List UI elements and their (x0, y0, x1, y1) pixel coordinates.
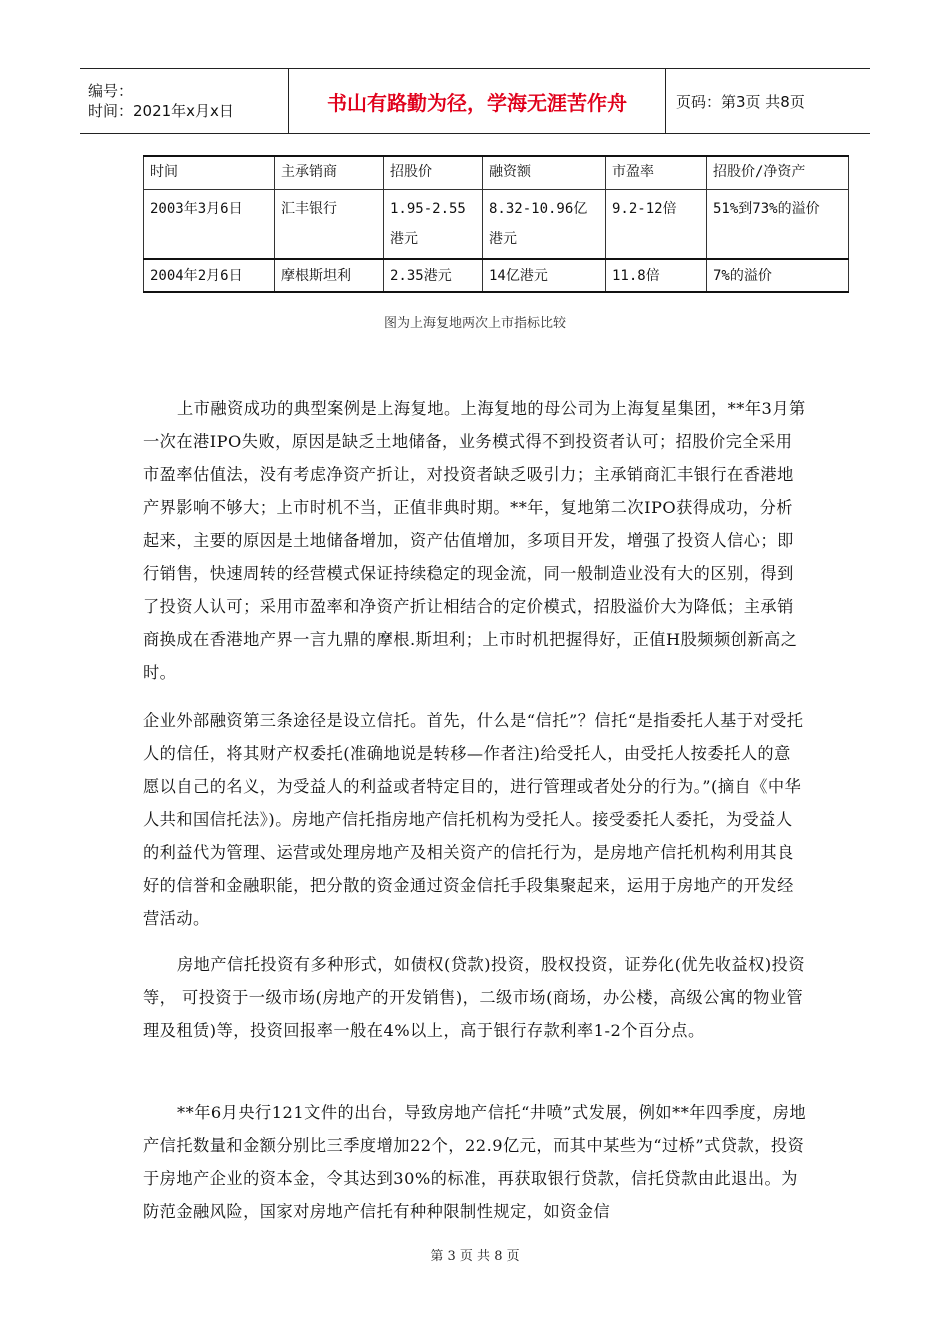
table-cell: 7%的溢价 (707, 259, 849, 292)
table-header-row (144, 156, 849, 190)
table-header-cell: 融资额 (483, 156, 606, 190)
table-cell: 2.35港元 (384, 259, 483, 292)
header-page-label: 页码：第3页 共8页 (676, 92, 805, 111)
document-number-label: 编号： (88, 82, 134, 100)
table-header-cell: 招股价/净资产 (707, 156, 849, 190)
table-cell: 2003年3月6日 (144, 190, 275, 260)
paragraph-trust-policy: **年6月央行121文件的出台，导致房地产信托“井喷”式发展，例如**年四季度，房地产信托数量和金额分别比三季度增加22个，22.9亿元，而其中某些为“过桥”式贷款，投资于房地产企业的资本金，令其达到30%的标准，再获取银行贷款，信托贷款由此退出。为防范金融风险，国家对房地产信托有种种限制性规定，如资金信 (143, 1103, 807, 1221)
table-cell: 51%到73%的溢价 (707, 190, 849, 260)
paragraph-trust-definition: 企业外部融资第三条途径是设立信托。首先，什么是“信托”？信托“是指委托人基于对受托人的信任，将其财产权委托(准确地说是转移—作者注)给受托人，由受托人按委托人的意愿以自己的名义，为受益人的利益或者特定目的，进行管理或者处分的行为。”(摘自《中华人共和国信托法》)。房地产信托指房地产信托机构为受托人。接受委托人委托，为受益人的利益代为管理、运营或处理房地产及相关资产的信托行为，是房地产信托机构利用其良好的信誉和金融职能，把分散的资金通过资金信托手段集聚起来，运用于房地产的开发经营活动。 (143, 711, 804, 928)
header-meta (80, 69, 289, 134)
page-footer: 第 3 页 共 8 页 (430, 1249, 520, 1264)
table-header-cell: 市盈率 (606, 156, 707, 190)
table-cell: 摩根斯坦利 (275, 259, 384, 292)
table-cell: 9.2-12倍 (606, 190, 707, 260)
table-row (144, 190, 849, 260)
table-cell: 8.32-10.96亿港元 (483, 190, 606, 260)
table-cell: 2004年2月6日 (144, 259, 275, 292)
table-cell: 汇丰银行 (275, 190, 384, 260)
header-motto: 书山有路勤为径，学海无涯苦作舟 (289, 69, 666, 134)
table-header-cell: 招股价 (384, 156, 483, 190)
table-cell: 11.8倍 (606, 259, 707, 292)
ipo-comparison-table (143, 155, 849, 293)
table-row (144, 259, 849, 292)
table-header-cell: 时间 (144, 156, 275, 190)
paragraph-ipo-case: 上市融资成功的典型案例是上海复地。上海复地的母公司为上海复星集团，**年3月第一次在港IPO失败，原因是缺乏土地储备，业务模式得不到投资者认可；招股价完全采用市盈率估值法，没有考虑净资产折让，对投资者缺乏吸引力；主承销商汇丰银行在香港地产界影响不够大；上市时机不当，正值非典时期。**年，复地第二次IPO获得成功，分析起来，主要的原因是土地储备增加，资产估值增加，多项目开发，增强了投资人信心；即行销售，快速周转的经营模式保证持续稳定的现金流，同一般制造业没有大的区别，得到了投资人认可；采用市盈率和净资产折让相结合的定价模式，招股溢价大为降低；主承销商换成在香港地产界一言九鼎的摩根.斯坦利；上市时机把握得好，正值H股频频创新高之时。 (143, 399, 806, 682)
table-header-cell: 主承销商 (275, 156, 384, 190)
table-cell: 14亿港元 (483, 259, 606, 292)
paragraph-trust-forms: 房地产信托投资有多种形式，如债权(贷款)投资，股权投资，证券化(优先收益权)投资等， 可投资于一级市场(房地产的开发销售)，二级市场(商场，办公楼，高级公寓的物业管理及租赁)等，投资回报率一般在4%以上，高于银行存款利率1-2个百分点。 (143, 955, 806, 1040)
table-caption: 图为上海复地两次上市指标比较 (383, 316, 566, 331)
page-header (80, 68, 870, 134)
document-date-label: 时间：2021年x月x日 (88, 102, 234, 120)
table-cell: 1.95-2.55港元 (384, 190, 483, 260)
